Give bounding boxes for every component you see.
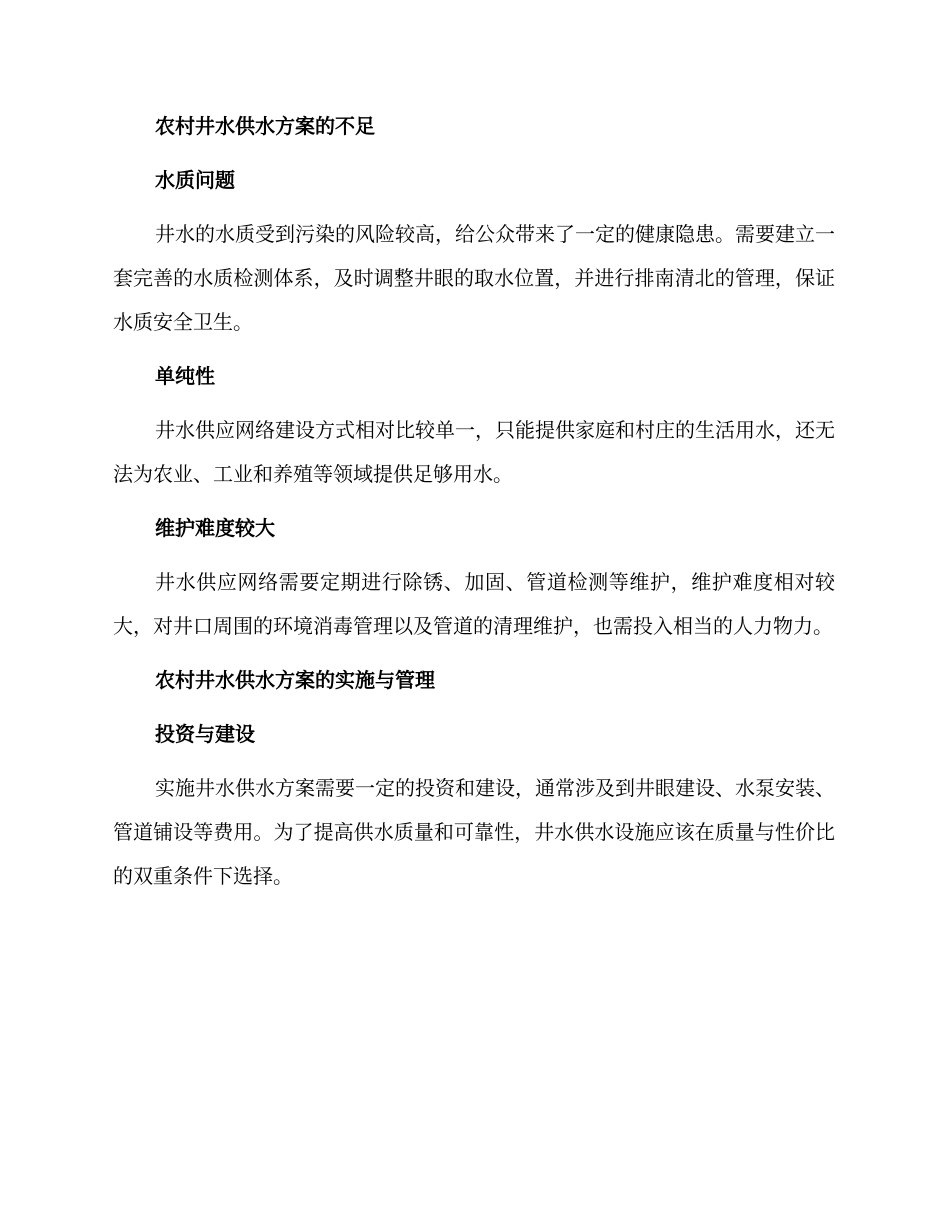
paragraph-investment: 实施井水供水方案需要一定的投资和建设，通常涉及到井眼建设、水泵安装、管道铺设等费用。为了提高供水质量和可靠性，井水供水设施应该在质量与性价比的双重条件下选择。	[113, 776, 835, 888]
subsection-title-simplicity: 单纯性	[155, 364, 215, 388]
section-title-implementation: 农村井水供水方案的实施与管理	[155, 668, 435, 692]
subsection-title-maintenance: 维护难度较大	[155, 516, 275, 540]
paragraph-maintenance: 井水供应网络需要定期进行除锈、加固、管道检测等维护，维护难度相对较大，对井口周围的环境消毒管理以及管道的清理维护，也需投入相当的人力物力。	[113, 570, 835, 638]
paragraph-water-quality: 井水的水质受到污染的风险较高，给公众带来了一定的健康隐患。需要建立一套完善的水质检测体系，及时调整井眼的取水位置，并进行排南清北的管理，保证水质安全卫生。	[113, 222, 835, 334]
paragraph-simplicity: 井水供应网络建设方式相对比较单一，只能提供家庭和村庄的生活用水，还无法为农业、工业和养殖等领域提供足够用水。	[113, 418, 835, 486]
section-title-shortcomings: 农村井水供水方案的不足	[155, 114, 375, 138]
document-body	[113, 104, 835, 908]
subsection-title-investment: 投资与建设	[155, 722, 255, 746]
subsection-title-water-quality: 水质问题	[155, 168, 235, 192]
